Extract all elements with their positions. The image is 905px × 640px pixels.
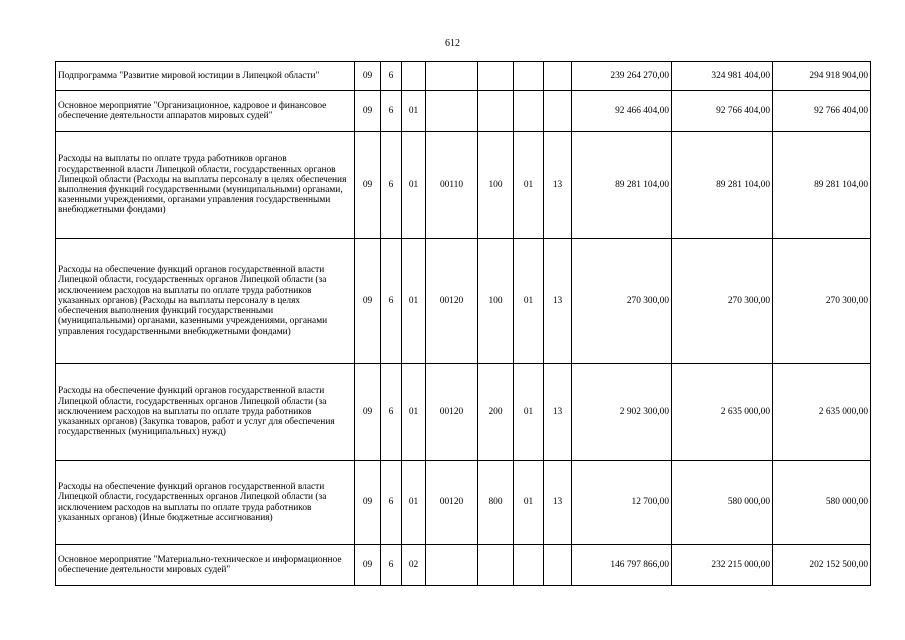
amount-cell: 580 000,00 [672,461,773,545]
row-description: Расходы на выплаты по оплате труда работников органов государственной власти Липецкой области, государственных органов Липецкой области (Расходы на выплаты персоналу в целях обеспечения выполнения функций государственными (муниципальными) органами, казенными учреждениями, органами управления государственными внебюджетными фондами) [56,132,355,239]
code-cell [544,62,572,91]
row-description: Расходы на обеспечение функций органов государственной власти Липецкой области, государственных органов Липецкой области (за исключением расходов на выплаты по оплате труда работников указанных органов) (Закупка товаров, работ и услуг для обеспечения государственных (муниципальных) нужд) [56,364,355,461]
amount-cell: 270 300,00 [773,239,871,364]
table-row [56,239,871,364]
code-cell: 01 [402,364,426,461]
code-cell [426,545,478,586]
amount-cell: 239 264 270,00 [572,62,672,91]
amount-cell: 270 300,00 [672,239,773,364]
row-description: Расходы на обеспечение функций органов государственной власти Липецкой области, государственных органов Липецкой области (за исключением расходов на выплаты по оплате труда работников указанных органов) (Иные бюджетные ассигнования) [56,461,355,545]
amount-cell: 202 152 500,00 [773,545,871,586]
code-cell: 00120 [426,461,478,545]
code-cell: 02 [402,545,426,586]
budget-table [55,61,871,586]
code-cell: 13 [544,461,572,545]
code-cell: 6 [381,62,402,91]
code-cell: 6 [381,91,402,132]
code-cell: 00120 [426,239,478,364]
code-cell [544,91,572,132]
code-cell: 6 [381,239,402,364]
amount-cell: 89 281 104,00 [773,132,871,239]
amount-cell: 92 466 404,00 [572,91,672,132]
code-cell: 01 [514,239,544,364]
code-cell: 01 [402,461,426,545]
row-description: Подпрограмма "Развитие мировой юстиции в Липецкой области" [56,62,355,91]
code-cell: 800 [478,461,514,545]
code-cell: 01 [514,364,544,461]
amount-cell: 232 215 000,00 [672,545,773,586]
amount-cell: 2 902 300,00 [572,364,672,461]
amount-cell: 89 281 104,00 [672,132,773,239]
code-cell: 6 [381,364,402,461]
code-cell: 01 [402,132,426,239]
code-cell: 6 [381,545,402,586]
amount-cell: 92 766 404,00 [773,91,871,132]
amount-cell: 270 300,00 [572,239,672,364]
row-description: Основное мероприятие "Материально-техническое и информационное обеспечение деятельности мировых судей" [56,545,355,586]
code-cell: 01 [402,239,426,364]
code-cell: 13 [544,364,572,461]
code-cell [478,62,514,91]
code-cell: 09 [355,132,381,239]
code-cell: 6 [381,461,402,545]
table-row [56,461,871,545]
amount-cell: 294 918 904,00 [773,62,871,91]
amount-cell: 324 981 404,00 [672,62,773,91]
table-row [56,91,871,132]
table-row [56,62,871,91]
code-cell [402,62,426,91]
amount-cell: 2 635 000,00 [773,364,871,461]
code-cell [426,91,478,132]
code-cell: 09 [355,545,381,586]
code-cell [514,545,544,586]
code-cell [426,62,478,91]
code-cell [514,91,544,132]
code-cell [478,91,514,132]
code-cell: 100 [478,132,514,239]
amount-cell: 12 700,00 [572,461,672,545]
amount-cell: 580 000,00 [773,461,871,545]
code-cell: 09 [355,239,381,364]
code-cell: 09 [355,364,381,461]
code-cell: 01 [514,132,544,239]
table-row [56,364,871,461]
code-cell: 09 [355,62,381,91]
code-cell: 01 [514,461,544,545]
row-description: Расходы на обеспечение функций органов государственной власти Липецкой области, государственных органов Липецкой области (за исключением расходов на выплаты по оплате труда работников указанных органов) (Расходы на выплаты персоналу в целях обеспечения выполнения функций государственными (муниципальными) органами, казенными учреждениями, органами управления государственными внебюджетными фондами) [56,239,355,364]
code-cell [478,545,514,586]
page-number: 612 [445,38,460,49]
code-cell: 00120 [426,364,478,461]
code-cell: 13 [544,239,572,364]
code-cell [544,545,572,586]
code-cell: 01 [402,91,426,132]
table-row [56,545,871,586]
code-cell: 00110 [426,132,478,239]
code-cell: 6 [381,132,402,239]
row-description: Основное мероприятие "Организационное, кадровое и финансовое обеспечение деятельности аппаратов мировых судей" [56,91,355,132]
code-cell: 09 [355,461,381,545]
amount-cell: 2 635 000,00 [672,364,773,461]
amount-cell: 146 797 866,00 [572,545,672,586]
code-cell [514,62,544,91]
amount-cell: 89 281 104,00 [572,132,672,239]
table-row [56,132,871,239]
code-cell: 200 [478,364,514,461]
code-cell: 100 [478,239,514,364]
amount-cell: 92 766 404,00 [672,91,773,132]
code-cell: 09 [355,91,381,132]
code-cell: 13 [544,132,572,239]
